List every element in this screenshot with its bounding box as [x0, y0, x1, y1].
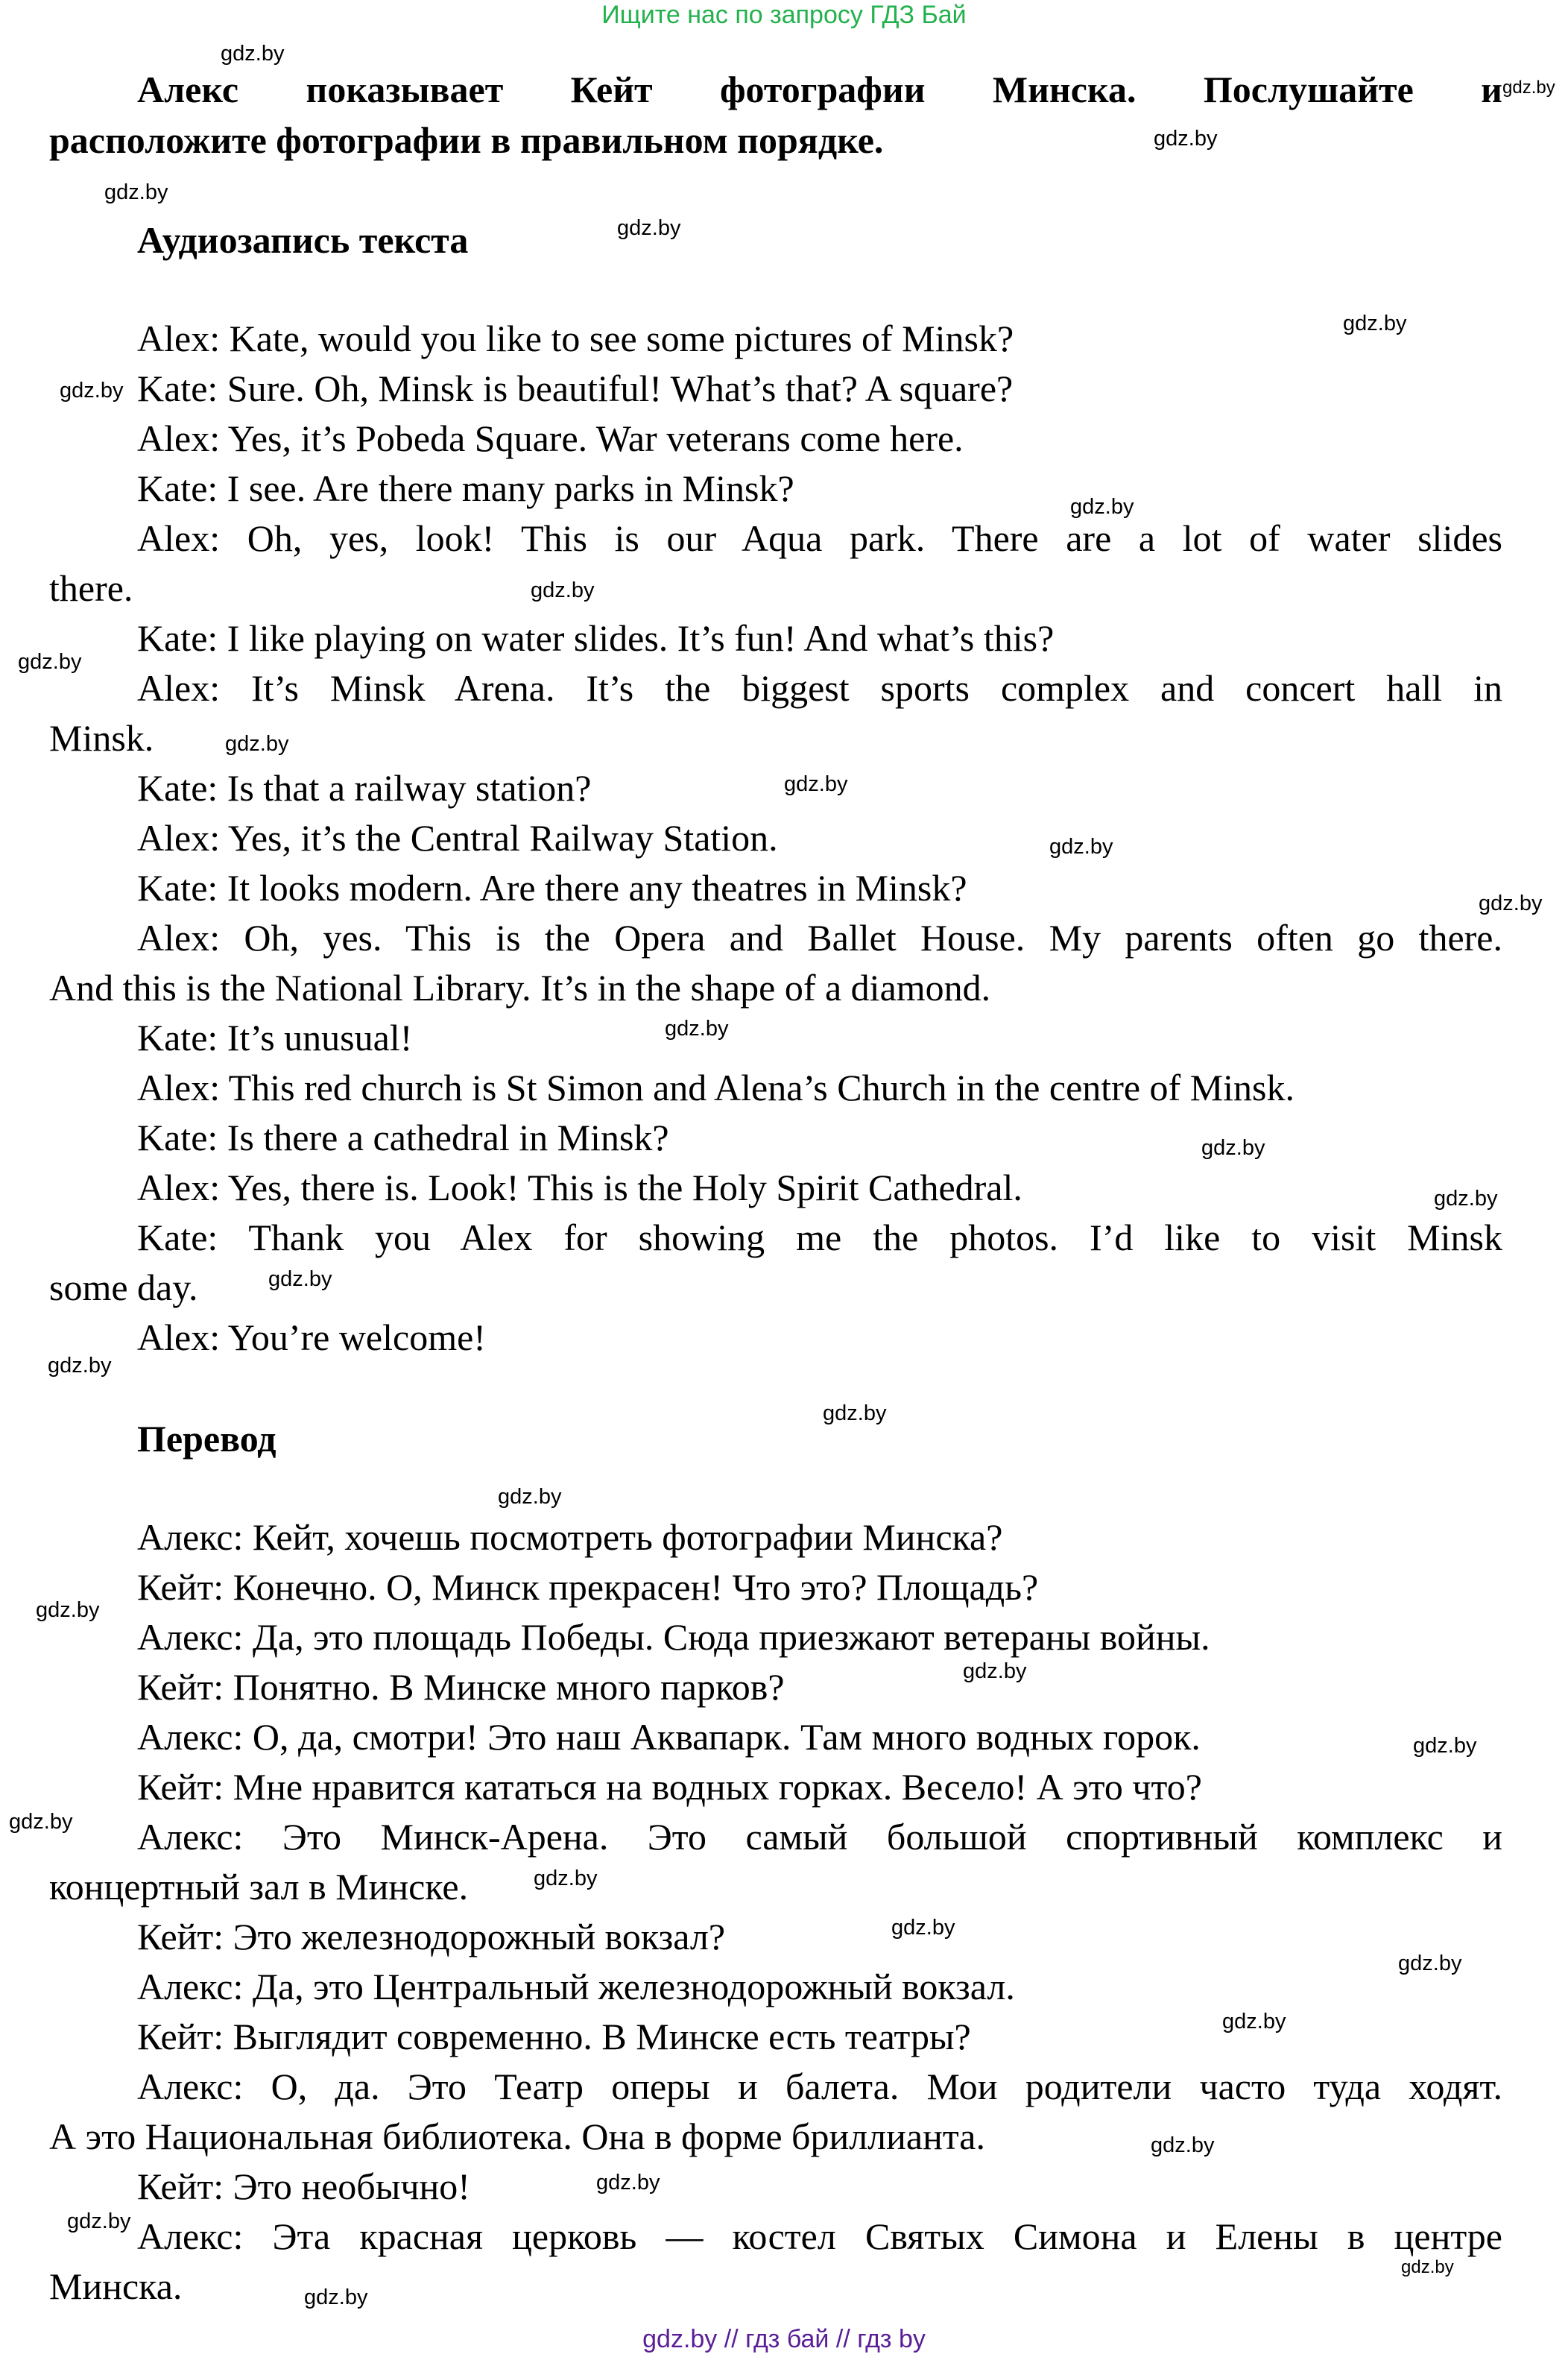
translation-line: Минска. — [49, 2265, 183, 2307]
watermark: gdz.by — [1222, 2010, 1286, 2034]
watermark: gdz.by — [1154, 127, 1218, 151]
watermark: gdz.by — [1479, 892, 1543, 915]
watermark: gdz.by — [304, 2285, 368, 2309]
watermark: gdz.by — [498, 1485, 562, 1509]
dialogue-line: Alex: Kate, would you like to see some pictures of Minsk? — [137, 318, 1014, 359]
watermark: gdz.by — [534, 1867, 598, 1890]
dialogue-line: Alex: Yes, it’s Pobeda Square. War veterans come here. — [137, 417, 964, 459]
dialogue-line: Minsk. — [49, 717, 154, 759]
watermark: gdz.by — [48, 1354, 112, 1378]
task-line-1: Алекс показывает Кейт фотографии Минска. Послушайте и — [137, 69, 1502, 110]
watermark: gdz.by — [221, 42, 285, 66]
translation-line: Алекс: О, да, смотри! Это наш Аквапарк. Там много водных горок. — [137, 1716, 1201, 1758]
dialogue-line: Kate: I like playing on water slides. It’s fun! And what’s this? — [137, 617, 1055, 659]
watermark: gdz.by — [823, 1401, 887, 1425]
translation-line: Алекс: Да, это площадь Победы. Сюда приезжают ветераны войны. — [137, 1616, 1210, 1658]
translation-line: Кейт: Это железнодорожный вокзал? — [137, 1916, 726, 1957]
dialogue-line: Kate: Sure. Oh, Minsk is beautiful! What’s that? A square? — [137, 367, 1014, 409]
translation-line: А это Национальная библиотека. Она в форме бриллианта. — [49, 2116, 985, 2157]
watermark: gdz.by — [67, 2209, 131, 2233]
dialogue-line: Kate: I see. Are there many parks in Minsk? — [137, 467, 794, 509]
dialogue-line: Alex: Oh, yes. This is the Opera and Ballet House. My parents often go there. — [137, 917, 1502, 959]
watermark: gdz.by — [1049, 835, 1113, 859]
translation-line: Алекс: Кейт, хочешь посмотреть фотографии Минска? — [137, 1516, 1003, 1558]
dialogue-line: And this is the National Library. It’s in the shape of a diamond. — [49, 967, 991, 1009]
dialogue-line: Alex: Yes, it’s the Central Railway Station. — [137, 817, 778, 859]
watermark: gdz.by — [1401, 2257, 1454, 2277]
dialogue-line: Alex: Oh, yes, look! This is our Aqua park. There are a lot of water slides — [137, 517, 1502, 559]
watermark: gdz.by — [36, 1598, 100, 1622]
dialogue-line: some day. — [49, 1266, 198, 1308]
dialogue-line: there. — [49, 567, 133, 609]
watermark: gdz.by — [531, 578, 595, 602]
watermark: gdz.by — [1434, 1187, 1498, 1211]
watermark: gdz.by — [665, 1017, 729, 1041]
dialogue-line: Alex: Yes, there is. Look! This is the Holy Spirit Cathedral. — [137, 1167, 1022, 1208]
watermark: gdz.by — [268, 1267, 332, 1291]
watermark: gdz.by — [1201, 1136, 1265, 1160]
translation-line: Кейт: Мне нравится кататься на водных горках. Весело! А это что? — [137, 1766, 1202, 1808]
dialogue-line: Kate: Is there a cathedral in Minsk? — [137, 1117, 669, 1158]
watermark: gdz.by — [1070, 495, 1134, 519]
watermark: gdz.by — [1343, 312, 1407, 335]
watermark: gdz.by — [9, 1810, 73, 1834]
watermark: gdz.by — [1151, 2133, 1215, 2157]
watermark: gdz.by — [225, 732, 289, 756]
translation-line: Кейт: Это необычно! — [137, 2165, 470, 2207]
translation-heading: Перевод — [137, 1418, 276, 1460]
top-banner[interactable]: Ищите нас по запросу ГДЗ Бай — [601, 1, 967, 29]
translation-line: Кейт: Конечно. О, Минск прекрасен! Что это? Площадь? — [137, 1566, 1039, 1608]
translation-line: Алекс: Эта красная церковь — костел Святых Симона и Елены в центре — [137, 2215, 1502, 2257]
translation-line: Кейт: Выглядит современно. В Минске есть театры? — [137, 2016, 971, 2057]
task-line-2: расположите фотографии в правильном порядке. — [49, 119, 884, 161]
watermark: gdz.by — [1398, 1952, 1462, 1975]
bottom-banner[interactable]: gdz.by // гдз бай // гдз by — [642, 2325, 926, 2353]
dialogue-line: Alex: You’re welcome! — [137, 1316, 486, 1358]
dialogue-line: Kate: It looks modern. Are there any theatres in Minsk? — [137, 867, 967, 909]
watermark: gdz.by — [1413, 1734, 1477, 1758]
audio-heading: Аудиозапись текста — [137, 219, 469, 261]
watermark: gdz.by — [891, 1916, 955, 1940]
dialogue-line: Kate: It’s unusual! — [137, 1017, 413, 1058]
watermark: gdz.by — [963, 1659, 1027, 1683]
watermark: gdz.by — [784, 772, 848, 796]
translation-line: Кейт: Понятно. В Минске много парков? — [137, 1666, 785, 1708]
dialogue-line: Alex: This red church is St Simon and Alena’s Church in the centre of Minsk. — [137, 1067, 1295, 1108]
watermark: gdz.by — [104, 180, 168, 204]
watermark: gdz.by — [60, 379, 124, 403]
dialogue-line: Alex: It’s Minsk Arena. It’s the biggest sports complex and concert hall in — [137, 667, 1502, 709]
watermark: gdz.by — [1502, 78, 1555, 98]
translation-line: концертный зал в Минске. — [49, 1866, 469, 1908]
translation-line: Алекс: Да, это Центральный железнодорожный вокзал. — [137, 1966, 1015, 2007]
dialogue-line: Kate: Is that a railway station? — [137, 767, 592, 809]
watermark: gdz.by — [596, 2171, 660, 2195]
dialogue-line: Kate: Thank you Alex for showing me the photos. I’d like to visit Minsk — [137, 1217, 1502, 1258]
translation-line: Алекс: О, да. Это Театр оперы и балета. Мои родители часто туда ходят. — [137, 2066, 1502, 2107]
watermark: gdz.by — [18, 650, 82, 674]
translation-line: Алекс: Это Минск-Арена. Это самый большой спортивный комплекс и — [137, 1816, 1502, 1858]
watermark: gdz.by — [617, 216, 681, 240]
